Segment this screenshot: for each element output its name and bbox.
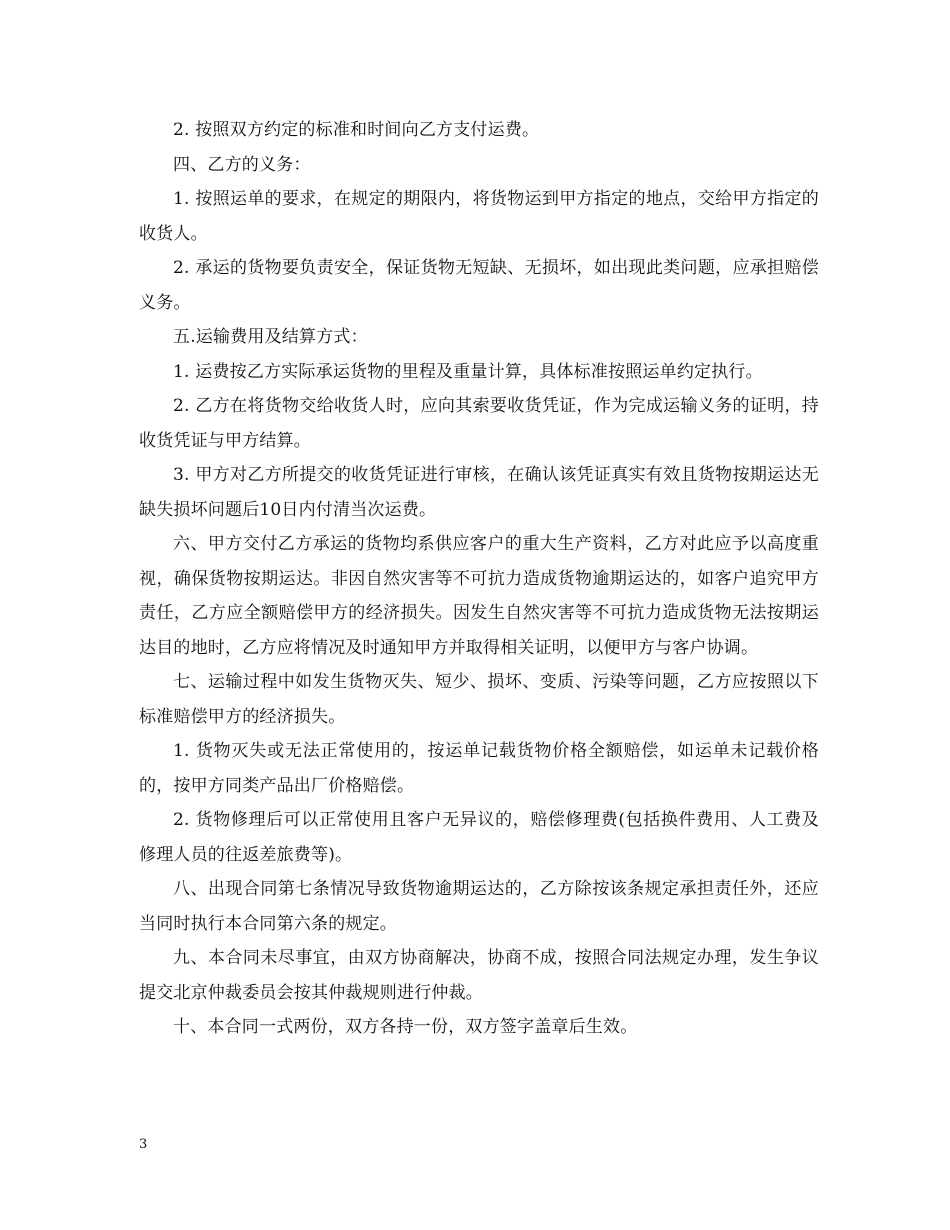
paragraph-voucher-review: 3. 甲方对乙方所提交的收货凭证进行审核，在确认该凭证真实有效且货物按期运达无缺失损坏问题后10日内付清当次运费。 <box>139 465 819 520</box>
section-heading-party-b-obligations: 四、乙方的义务： <box>173 154 311 175</box>
paragraph-delivery-requirement: 1. 按照运单的要求，在规定的期限内，将货物运到甲方指定的地点，交给甲方指定的收货人。 <box>139 189 819 244</box>
paragraph-receipt-voucher: 2. 乙方在将货物交给收货人时，应向其索要收货凭证，作为完成运输义务的证明，持收货凭证与甲方结算。 <box>139 396 819 451</box>
document-body <box>139 113 819 1045</box>
paragraph-repair-compensation: 2. 货物修理后可以正常使用且客户无异议的，赔偿修理费(包括换件费用、人工费及修理人员的往返差旅费等)。 <box>139 810 819 865</box>
paragraph-payment-obligation: 2. 按照双方约定的标准和时间向乙方支付运费。 <box>173 120 540 140</box>
paragraph-section-nine: 九、本合同未尽事宜，由双方协商解决，协商不成，按照合同法规定办理，发生争议提交北京仲裁委员会按其仲裁规则进行仲裁。 <box>139 948 819 1003</box>
paragraph-fee-calculation: 1. 运费按乙方实际承运货物的里程及重量计算，具体标准按照运单约定执行。 <box>173 361 763 382</box>
paragraph-loss-compensation: 1. 货物灭失或无法正常使用的，按运单记载货物价格全额赔偿，如运单未记载价格的，按甲方同类产品出厂价格赔偿。 <box>139 741 819 796</box>
paragraph-section-eight: 八、出现合同第七条情况导致货物逾期运达的，乙方除按该条规定承担责任外，还应当同时执行本合同第六条的规定。 <box>139 879 819 934</box>
paragraph-section-ten: 十、本合同一式两份，双方各持一份，双方签字盖章后生效。 <box>173 1017 638 1037</box>
page-number: 3 <box>139 1137 148 1152</box>
paragraph-section-six: 六、甲方交付乙方承运的货物均系供应客户的重大生产资料，乙方对此应予以高度重视，确保货物按期运达。非因自然灾害等不可抗力造成货物逾期运达的，如客户追究甲方责任，乙方应全额赔偿甲方的经济损失。因发生自然灾害等不可抗力造成货物无法按期运达目的地时，乙方应将情况及时通知甲方并取得相关证明，以便甲方与客户协调。 <box>139 534 819 658</box>
paragraph-cargo-safety: 2. 承运的货物要负责安全，保证货物无短缺、无损坏，如出现此类问题，应承担赔偿义务。 <box>139 258 819 313</box>
section-heading-fees-settlement: 五.运输费用及结算方式： <box>173 327 368 347</box>
paragraph-section-seven: 七、运输过程中如发生货物灭失、短少、损坏、变质、污染等问题，乙方应按照以下标准赔偿甲方的经济损失。 <box>139 672 819 727</box>
